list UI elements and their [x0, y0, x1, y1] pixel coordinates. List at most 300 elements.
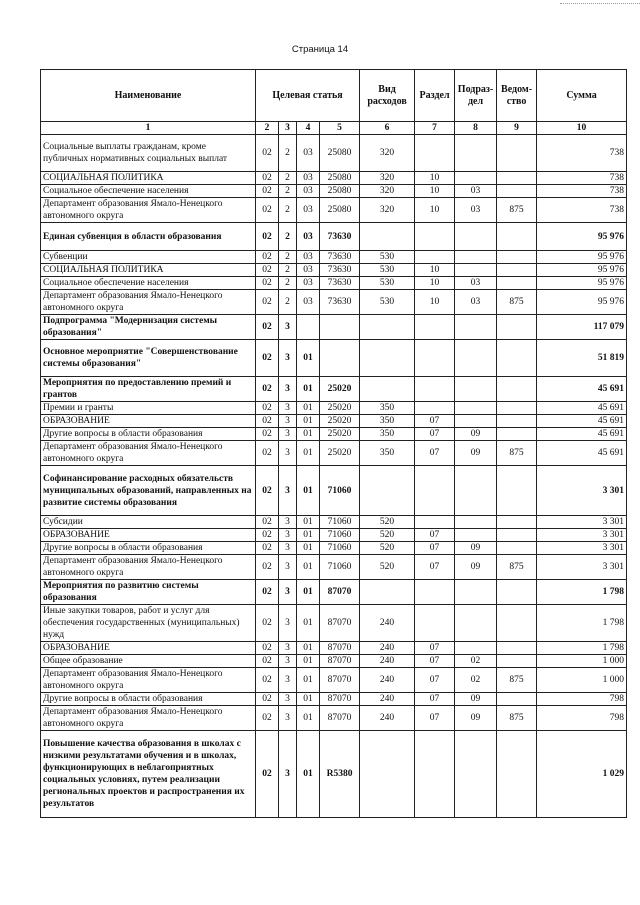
cell-section: 07: [415, 668, 455, 693]
cell-code-direction: 71060: [320, 542, 360, 555]
cell-department: [497, 340, 537, 377]
table-row: [41, 428, 627, 441]
cell-code-subprogram: 3: [279, 441, 297, 466]
cell-department: [497, 223, 537, 251]
cell-subsection: [455, 516, 497, 529]
cell-subsection: 03: [455, 185, 497, 198]
table-body: [41, 135, 627, 818]
cell-subsection: [455, 340, 497, 377]
cell-expense-type: 520: [360, 542, 415, 555]
cell-subsection: 09: [455, 441, 497, 466]
cell-code-subprogram: 3: [279, 402, 297, 415]
cell-name: Подпрограмма "Модернизация системы образования": [41, 315, 256, 340]
header-subsection: Подраз-дел: [455, 70, 497, 122]
header-section: Раздел: [415, 70, 455, 122]
cell-expense-type: 320: [360, 185, 415, 198]
cell-section: [415, 135, 455, 172]
header-target-article: Целевая статья: [256, 70, 360, 122]
cell-name: Департамент образования Ямало-Ненецкого автономного округа: [41, 668, 256, 693]
cell-department: [497, 542, 537, 555]
table-row: [41, 135, 627, 172]
cell-code-subprogram: 3: [279, 428, 297, 441]
header-name: Наименование: [41, 70, 256, 122]
cell-section: 07: [415, 693, 455, 706]
cell-code-direction: 25080: [320, 172, 360, 185]
cell-code-direction: 25020: [320, 441, 360, 466]
cell-code-event: 01: [297, 402, 320, 415]
cell-name: Департамент образования Ямало-Ненецкого автономного округа: [41, 555, 256, 580]
cell-sum: 45 691: [537, 428, 627, 441]
cell-code-program: 02: [256, 415, 279, 428]
cell-expense-type: 350: [360, 415, 415, 428]
cell-sum: 95 976: [537, 290, 627, 315]
column-number-9: 9: [497, 122, 537, 135]
cell-sum: 1 000: [537, 655, 627, 668]
cell-code-event: 01: [297, 516, 320, 529]
table-row: [41, 290, 627, 315]
cell-department: [497, 466, 537, 516]
cell-code-direction: 87070: [320, 668, 360, 693]
cell-department: [497, 605, 537, 642]
cell-expense-type: 350: [360, 428, 415, 441]
cell-code-direction: 25080: [320, 198, 360, 223]
cell-code-event: 03: [297, 223, 320, 251]
table-row: [41, 415, 627, 428]
cell-department: [497, 580, 537, 605]
cell-department: 875: [497, 706, 537, 731]
cell-subsection: [455, 642, 497, 655]
cell-subsection: [455, 402, 497, 415]
cell-sum: 51 819: [537, 340, 627, 377]
cell-expense-type: 320: [360, 198, 415, 223]
cell-code-event: 01: [297, 731, 320, 818]
cell-subsection: [455, 466, 497, 516]
cell-code-subprogram: 3: [279, 642, 297, 655]
table-row: [41, 731, 627, 818]
cell-sum: 45 691: [537, 441, 627, 466]
cell-code-event: 01: [297, 377, 320, 402]
cell-code-program: 02: [256, 655, 279, 668]
table-row: [41, 529, 627, 542]
cell-subsection: [455, 172, 497, 185]
cell-code-direction: 73630: [320, 223, 360, 251]
cell-code-direction: 25020: [320, 402, 360, 415]
cell-subsection: [455, 605, 497, 642]
cell-expense-type: 530: [360, 251, 415, 264]
table-row: [41, 340, 627, 377]
table-row: [41, 668, 627, 693]
cell-expense-type: 520: [360, 555, 415, 580]
table-row: [41, 693, 627, 706]
table-row: [41, 277, 627, 290]
cell-name: Повышение качества образования в школах с низкими результатами обучения и в школах, функционирующих в неблагоприятных социальных условиях, путем реализации региональных проектов и распространения их результатов: [41, 731, 256, 818]
cell-code-subprogram: 2: [279, 277, 297, 290]
cell-department: 875: [497, 668, 537, 693]
table-row: [41, 605, 627, 642]
cell-expense-type: 320: [360, 172, 415, 185]
cell-code-subprogram: 3: [279, 605, 297, 642]
cell-code-subprogram: 3: [279, 466, 297, 516]
cell-department: [497, 516, 537, 529]
table-row: [41, 516, 627, 529]
table-row: [41, 172, 627, 185]
cell-expense-type: 520: [360, 516, 415, 529]
cell-code-program: 02: [256, 668, 279, 693]
cell-code-event: 01: [297, 415, 320, 428]
cell-code-program: 02: [256, 264, 279, 277]
cell-expense-type: 320: [360, 135, 415, 172]
cell-code-program: 02: [256, 466, 279, 516]
cell-expense-type: 520: [360, 529, 415, 542]
column-number-1: 1: [41, 122, 256, 135]
cell-section: [415, 516, 455, 529]
column-number-2: 2: [256, 122, 279, 135]
cell-subsection: 09: [455, 706, 497, 731]
cell-name: СОЦИАЛЬНАЯ ПОЛИТИКА: [41, 264, 256, 277]
cell-expense-type: 350: [360, 402, 415, 415]
cell-code-program: 02: [256, 277, 279, 290]
column-number-3: 3: [279, 122, 297, 135]
column-number-row: [41, 122, 627, 135]
cell-code-direction: 25080: [320, 135, 360, 172]
cell-code-subprogram: 3: [279, 340, 297, 377]
cell-code-event: 01: [297, 542, 320, 555]
cell-code-subprogram: 3: [279, 516, 297, 529]
cell-code-program: 02: [256, 340, 279, 377]
cell-code-event: 01: [297, 642, 320, 655]
cell-code-program: 02: [256, 529, 279, 542]
cell-code-event: [297, 315, 320, 340]
cell-expense-type: [360, 731, 415, 818]
cell-name: Социальное обеспечение населения: [41, 277, 256, 290]
header-department: Ведом-ство: [497, 70, 537, 122]
cell-department: [497, 377, 537, 402]
cell-section: 07: [415, 542, 455, 555]
cell-code-program: 02: [256, 706, 279, 731]
cell-code-direction: 25020: [320, 377, 360, 402]
cell-expense-type: 240: [360, 655, 415, 668]
cell-code-direction: 87070: [320, 706, 360, 731]
header-expense-type: Вид расходов: [360, 70, 415, 122]
cell-code-subprogram: 3: [279, 542, 297, 555]
cell-expense-type: [360, 580, 415, 605]
cell-code-direction: 73630: [320, 251, 360, 264]
cell-subsection: 09: [455, 693, 497, 706]
cell-code-subprogram: 2: [279, 223, 297, 251]
cell-expense-type: [360, 377, 415, 402]
cell-code-event: 03: [297, 290, 320, 315]
cell-sum: 45 691: [537, 402, 627, 415]
cell-subsection: 03: [455, 277, 497, 290]
cell-code-program: 02: [256, 402, 279, 415]
cell-section: 07: [415, 428, 455, 441]
cell-expense-type: 240: [360, 642, 415, 655]
cell-sum: 95 976: [537, 251, 627, 264]
cell-section: 10: [415, 185, 455, 198]
cell-department: [497, 415, 537, 428]
cell-department: 875: [497, 290, 537, 315]
cell-section: 10: [415, 198, 455, 223]
cell-code-program: 02: [256, 580, 279, 605]
cell-code-subprogram: 3: [279, 731, 297, 818]
cell-expense-type: [360, 466, 415, 516]
cell-sum: 1 798: [537, 642, 627, 655]
cell-code-event: 01: [297, 466, 320, 516]
column-number-4: 4: [297, 122, 320, 135]
cell-name: Основное мероприятие "Совершенствование системы образования": [41, 340, 256, 377]
cell-expense-type: [360, 340, 415, 377]
cell-sum: 3 301: [537, 555, 627, 580]
cell-section: [415, 731, 455, 818]
cell-code-subprogram: 3: [279, 555, 297, 580]
cell-department: 875: [497, 198, 537, 223]
cell-expense-type: 240: [360, 668, 415, 693]
cell-code-subprogram: 3: [279, 315, 297, 340]
cell-name: Департамент образования Ямало-Ненецкого автономного округа: [41, 290, 256, 315]
cell-department: [497, 315, 537, 340]
cell-section: [415, 402, 455, 415]
cell-name: Мероприятия по предоставлению премий и грантов: [41, 377, 256, 402]
cell-expense-type: 350: [360, 441, 415, 466]
cell-department: [497, 402, 537, 415]
cell-name: Другие вопросы в области образования: [41, 542, 256, 555]
cell-department: [497, 642, 537, 655]
header-sum: Сумма: [537, 70, 627, 122]
cell-code-program: 02: [256, 315, 279, 340]
cell-name: СОЦИАЛЬНАЯ ПОЛИТИКА: [41, 172, 256, 185]
cell-code-direction: 73630: [320, 264, 360, 277]
cell-sum: 95 976: [537, 264, 627, 277]
cell-department: [497, 529, 537, 542]
cell-code-program: 02: [256, 251, 279, 264]
cell-section: 07: [415, 441, 455, 466]
column-number-10: 10: [537, 122, 627, 135]
cell-subsection: 09: [455, 542, 497, 555]
cell-code-event: 01: [297, 428, 320, 441]
cell-code-program: 02: [256, 605, 279, 642]
column-number-8: 8: [455, 122, 497, 135]
cell-code-direction: 25080: [320, 185, 360, 198]
cell-subsection: 03: [455, 198, 497, 223]
cell-sum: 45 691: [537, 377, 627, 402]
cell-code-subprogram: 3: [279, 668, 297, 693]
cell-name: Субсидии: [41, 516, 256, 529]
cell-section: 10: [415, 290, 455, 315]
table-row: [41, 223, 627, 251]
cell-sum: 45 691: [537, 415, 627, 428]
cell-code-subprogram: 2: [279, 185, 297, 198]
cell-code-program: 02: [256, 290, 279, 315]
cell-sum: 738: [537, 135, 627, 172]
cell-department: [497, 277, 537, 290]
table-row: [41, 377, 627, 402]
cell-section: 07: [415, 655, 455, 668]
cell-code-program: 02: [256, 223, 279, 251]
table-row: [41, 542, 627, 555]
cell-section: [415, 580, 455, 605]
cell-name: Департамент образования Ямало-Ненецкого автономного округа: [41, 441, 256, 466]
cell-code-subprogram: 3: [279, 693, 297, 706]
cell-code-subprogram: 2: [279, 135, 297, 172]
cell-name: Департамент образования Ямало-Ненецкого автономного округа: [41, 198, 256, 223]
cell-code-direction: 87070: [320, 693, 360, 706]
cell-sum: 738: [537, 198, 627, 223]
cell-code-event: 03: [297, 185, 320, 198]
cell-code-program: 02: [256, 377, 279, 402]
cell-department: [497, 264, 537, 277]
cell-code-direction: [320, 315, 360, 340]
cell-department: [497, 251, 537, 264]
cell-name: Другие вопросы в области образования: [41, 428, 256, 441]
cell-expense-type: 240: [360, 706, 415, 731]
cell-code-event: 01: [297, 655, 320, 668]
cell-section: 10: [415, 277, 455, 290]
cell-code-event: 01: [297, 441, 320, 466]
cell-sum: 117 079: [537, 315, 627, 340]
cell-code-subprogram: 2: [279, 198, 297, 223]
cell-name: ОБРАЗОВАНИЕ: [41, 642, 256, 655]
cell-code-direction: 87070: [320, 605, 360, 642]
cell-section: [415, 605, 455, 642]
cell-sum: 1 029: [537, 731, 627, 818]
cell-department: [497, 693, 537, 706]
cell-code-subprogram: 3: [279, 529, 297, 542]
cell-code-event: 03: [297, 277, 320, 290]
cell-section: [415, 466, 455, 516]
cell-code-direction: 25020: [320, 428, 360, 441]
cell-code-subprogram: 2: [279, 264, 297, 277]
cell-code-subprogram: 3: [279, 655, 297, 668]
cell-name: Социальные выплаты гражданам, кроме публичных нормативных социальных выплат: [41, 135, 256, 172]
table-row: [41, 402, 627, 415]
cell-code-program: 02: [256, 693, 279, 706]
cell-code-direction: 25020: [320, 415, 360, 428]
cell-sum: 798: [537, 693, 627, 706]
table-row: [41, 264, 627, 277]
cell-code-direction: 71060: [320, 529, 360, 542]
table-row: [41, 185, 627, 198]
cell-code-subprogram: 3: [279, 415, 297, 428]
cell-name: Департамент образования Ямало-Ненецкого автономного округа: [41, 706, 256, 731]
cell-sum: 3 301: [537, 542, 627, 555]
cell-section: 07: [415, 642, 455, 655]
cell-section: 10: [415, 172, 455, 185]
cell-code-program: 02: [256, 542, 279, 555]
table-row: [41, 555, 627, 580]
cell-sum: 3 301: [537, 466, 627, 516]
cell-expense-type: 530: [360, 277, 415, 290]
cell-code-direction: 73630: [320, 277, 360, 290]
table-row: [41, 706, 627, 731]
cell-code-program: 02: [256, 428, 279, 441]
cell-section: [415, 251, 455, 264]
cell-subsection: [455, 415, 497, 428]
cell-code-event: 03: [297, 198, 320, 223]
cell-code-program: 02: [256, 198, 279, 223]
cell-name: Субвенции: [41, 251, 256, 264]
table-row: [41, 198, 627, 223]
cell-code-event: 01: [297, 529, 320, 542]
cell-name: ОБРАЗОВАНИЕ: [41, 529, 256, 542]
cell-subsection: [455, 529, 497, 542]
cell-code-direction: 71060: [320, 516, 360, 529]
cell-name: Единая субвенция в области образования: [41, 223, 256, 251]
cell-code-direction: R5380: [320, 731, 360, 818]
cell-code-program: 02: [256, 441, 279, 466]
cell-name: Мероприятия по развитию системы образования: [41, 580, 256, 605]
cell-subsection: [455, 580, 497, 605]
cell-code-program: 02: [256, 642, 279, 655]
cell-department: [497, 428, 537, 441]
cell-name: Премии и гранты: [41, 402, 256, 415]
cell-section: [415, 340, 455, 377]
table-row: [41, 315, 627, 340]
corner-dotted-line: [560, 3, 640, 4]
cell-code-direction: 71060: [320, 466, 360, 516]
cell-sum: 3 301: [537, 529, 627, 542]
page-number: Страница 14: [291, 44, 349, 55]
cell-code-event: 01: [297, 340, 320, 377]
cell-name: Социальное обеспечение населения: [41, 185, 256, 198]
table-row: [41, 441, 627, 466]
cell-code-event: 03: [297, 251, 320, 264]
cell-name: ОБРАЗОВАНИЕ: [41, 415, 256, 428]
cell-code-event: 03: [297, 264, 320, 277]
cell-department: [497, 655, 537, 668]
cell-expense-type: 530: [360, 264, 415, 277]
column-number-5: 5: [320, 122, 360, 135]
cell-subsection: [455, 731, 497, 818]
cell-section: [415, 315, 455, 340]
cell-department: [497, 135, 537, 172]
table-row: [41, 655, 627, 668]
cell-subsection: 02: [455, 655, 497, 668]
cell-subsection: 02: [455, 668, 497, 693]
cell-subsection: [455, 251, 497, 264]
cell-subsection: [455, 315, 497, 340]
cell-sum: 3 301: [537, 516, 627, 529]
cell-expense-type: 240: [360, 693, 415, 706]
cell-code-subprogram: 3: [279, 580, 297, 605]
cell-sum: 95 976: [537, 277, 627, 290]
cell-subsection: [455, 223, 497, 251]
cell-code-direction: 71060: [320, 555, 360, 580]
cell-section: 10: [415, 264, 455, 277]
cell-subsection: 09: [455, 555, 497, 580]
cell-code-subprogram: 3: [279, 706, 297, 731]
cell-expense-type: 530: [360, 290, 415, 315]
cell-code-subprogram: 2: [279, 290, 297, 315]
cell-name: Иные закупки товаров, работ и услуг для обеспечения государственных (муниципальных) нужд: [41, 605, 256, 642]
cell-code-program: 02: [256, 555, 279, 580]
table-row: [41, 580, 627, 605]
cell-code-program: 02: [256, 185, 279, 198]
cell-code-event: 01: [297, 580, 320, 605]
cell-code-event: 01: [297, 555, 320, 580]
cell-code-direction: [320, 340, 360, 377]
cell-sum: 738: [537, 172, 627, 185]
cell-code-event: 01: [297, 668, 320, 693]
cell-code-program: 02: [256, 172, 279, 185]
cell-department: 875: [497, 441, 537, 466]
cell-code-event: 03: [297, 172, 320, 185]
cell-section: 07: [415, 555, 455, 580]
cell-name: Другие вопросы в области образования: [41, 693, 256, 706]
cell-code-event: 01: [297, 693, 320, 706]
cell-subsection: [455, 377, 497, 402]
cell-code-direction: 73630: [320, 290, 360, 315]
budget-table: [40, 69, 627, 818]
